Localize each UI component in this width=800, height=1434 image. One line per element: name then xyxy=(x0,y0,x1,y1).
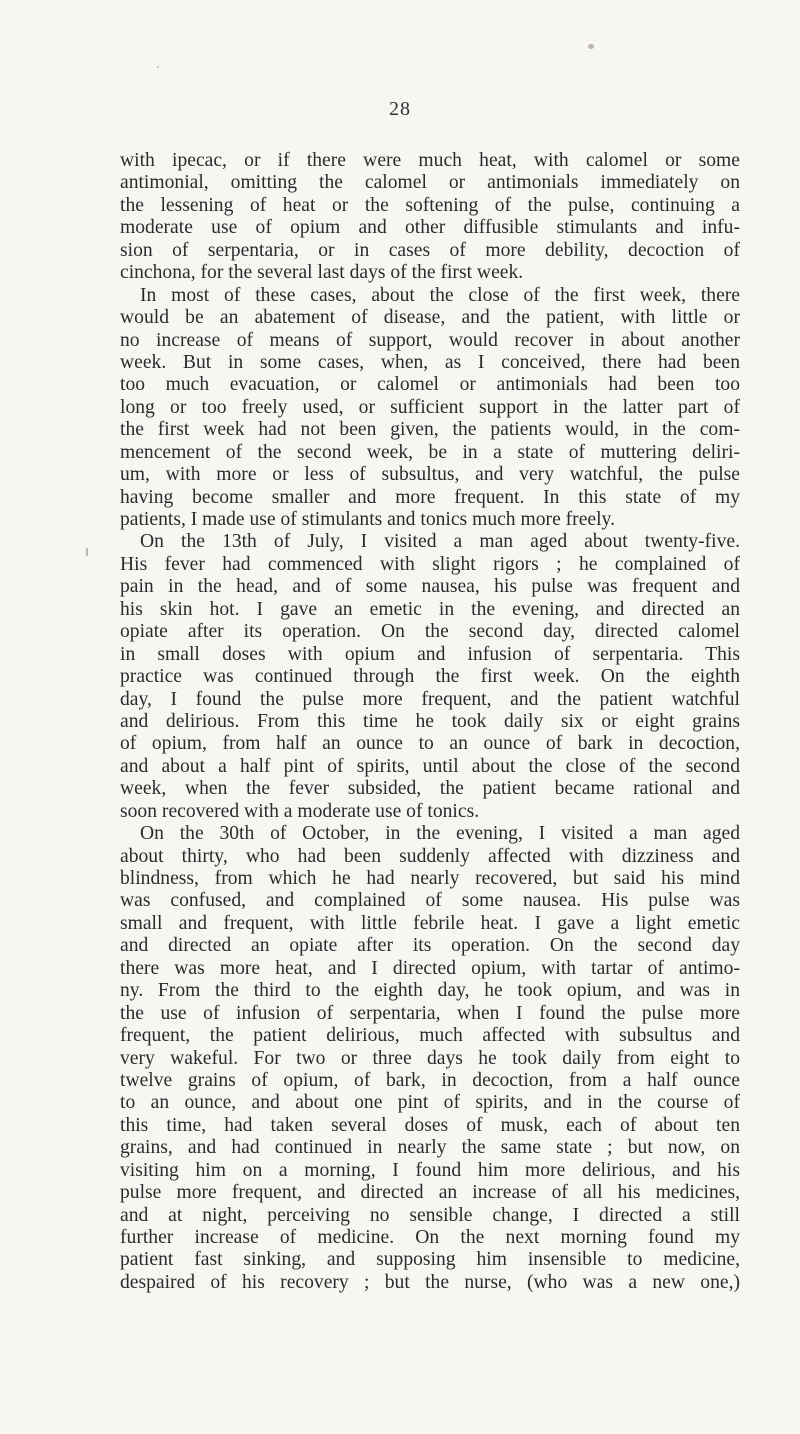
text-line: mencement of the second week, be in a state of muttering deliri- xyxy=(120,441,740,463)
text-line: moderate use of opium and other diffusible stimulants and infu- xyxy=(120,217,740,239)
text-line: further increase of medicine. On the next morning found my xyxy=(120,1227,740,1248)
text-line: about thirty, who had been suddenly affected with dizziness and xyxy=(120,845,740,867)
text-line: His fever had commenced with slight rigors ; he complained of xyxy=(120,553,740,575)
text-line: week. But in some cases, when, as I conceived, there had been xyxy=(120,351,740,373)
text-line: having become smaller and more frequent. In this state of my xyxy=(120,486,740,508)
text-line: antimonial, omitting the calomel or antimonials immediately on xyxy=(120,172,740,194)
paper-speck xyxy=(86,548,88,556)
text-line: to an ounce, and about one pint of spirits, and in the course of xyxy=(120,1092,740,1114)
text-line: very wakeful. For two or three days he took daily from eight to xyxy=(120,1047,740,1069)
text-line: On the 30th of October, in the evening, I visited a man aged xyxy=(140,823,740,845)
text-line: and directed an opiate after its operation. On the second day xyxy=(120,935,740,957)
text-line: long or too freely used, or sufficient support in the latter part of xyxy=(120,396,740,418)
text-line: pain in the head, and of some nausea, his pulse was frequent and xyxy=(120,576,740,598)
text-line: and about a half pint of spirits, until about the close of the second xyxy=(120,755,740,777)
text-line: there was more heat, and I directed opium, with tartar of antimo- xyxy=(120,957,740,979)
text-line: small and frequent, with little febrile heat. I gave a light emetic xyxy=(120,912,740,934)
text-line: was confused, and complained of some nausea. His pulse was xyxy=(120,890,740,912)
body-text xyxy=(120,150,740,1294)
text-line: In most of these cases, about the close of the first week, there xyxy=(140,284,740,306)
text-line: sion of serpentaria, or in cases of more debility, decoction of xyxy=(120,239,740,261)
text-line: soon recovered with a moderate use of tonics. xyxy=(120,800,480,822)
text-line: On the 13th of July, I visited a man aged about twenty-five. xyxy=(140,531,740,553)
paper-speck xyxy=(157,66,159,68)
text-line: with ipecac, or if there were much heat, with calomel or some xyxy=(120,150,740,171)
text-line: ny. From the third to the eighth day, he took opium, and was in xyxy=(120,980,740,1002)
text-line: grains, and had continued in nearly the same state ; but now, on xyxy=(120,1137,740,1159)
text-line: frequent, the patient delirious, much affected with subsultus and xyxy=(120,1025,740,1047)
text-line: and at night, perceiving no sensible change, I directed a still xyxy=(120,1204,740,1226)
text-line: too much evacuation, or calomel or antimonials had been too xyxy=(120,374,740,396)
text-line: day, I found the pulse more frequent, and the patient watchful xyxy=(120,688,740,710)
paper-speck xyxy=(588,44,594,49)
text-line: week, when the fever subsided, the patient became rational and xyxy=(120,778,740,800)
text-line: in small doses with opium and infusion of serpentaria. This xyxy=(120,643,740,665)
text-line: no increase of means of support, would recover in about another xyxy=(120,329,740,351)
text-line: the use of infusion of serpentaria, when I found the pulse more xyxy=(120,1002,740,1024)
text-line: pulse more frequent, and directed an increase of all his medicines, xyxy=(120,1182,740,1204)
text-line: patients, I made use of stimulants and tonics much more freely. xyxy=(120,509,615,530)
text-line: twelve grains of opium, of bark, in decoction, from a half ounce xyxy=(120,1069,740,1091)
text-line: the lessening of heat or the softening of the pulse, continuing a xyxy=(120,194,740,216)
text-line: and delirious. From this time he took daily six or eight grains xyxy=(120,710,740,732)
text-line: visiting him on a morning, I found him more delirious, and his xyxy=(120,1159,740,1181)
text-line: blindness, from which he had nearly recovered, but said his mind xyxy=(120,868,740,889)
text-line: this time, had taken several doses of musk, each of about ten xyxy=(120,1114,740,1136)
text-line: his skin hot. I gave an emetic in the evening, and directed an xyxy=(120,598,740,620)
page-number: 28 xyxy=(389,98,411,120)
text-line: opiate after its operation. On the second day, directed calomel xyxy=(120,621,740,643)
text-line: would be an abatement of disease, and the patient, with little or xyxy=(120,307,740,329)
text-line: the first week had not been given, the patients would, in the com- xyxy=(120,419,740,441)
text-line: patient fast sinking, and supposing him insensible to medicine, xyxy=(120,1249,740,1271)
text-line: cinchona, for the several last days of the first week. xyxy=(120,262,524,284)
text-line: of opium, from half an ounce to an ounce of bark in decoction, xyxy=(120,733,740,755)
text-line: practice was continued through the first week. On the eighth xyxy=(120,666,740,688)
text-line: despaired of his recovery ; but the nurse, (who was a new one,) xyxy=(120,1271,740,1293)
text-line: um, with more or less of subsultus, and very watchful, the pulse xyxy=(120,464,740,486)
